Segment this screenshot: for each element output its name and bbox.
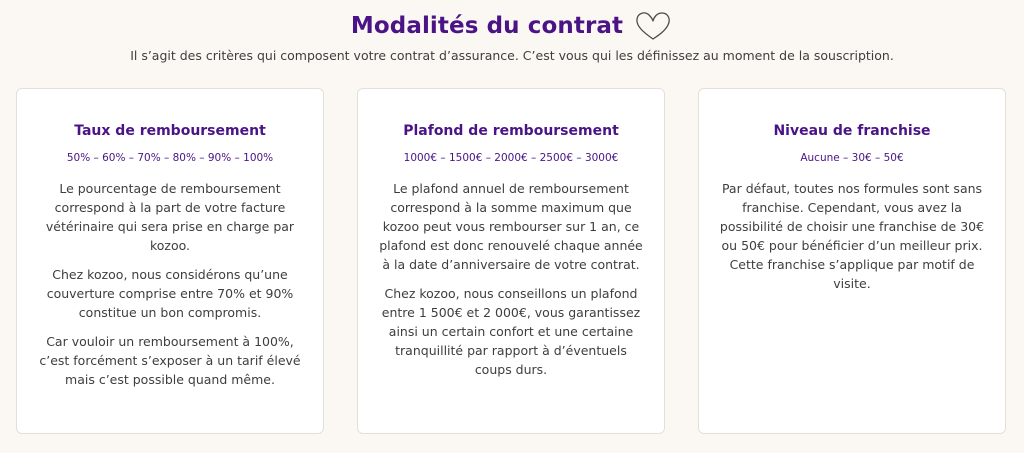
title-row bbox=[0, 6, 1024, 46]
card-title: Taux de remboursement bbox=[74, 123, 266, 139]
card-options: 1000€ – 1500€ – 2000€ – 2500€ – 3000€ bbox=[403, 152, 619, 164]
card-plafond-remboursement bbox=[357, 88, 665, 434]
card-paragraph: Le plafond annuel de remboursement correspond à la somme maximum que kozoo peut vous rembourser sur 1 an, ce plafond est donc renouvelé chaque année à la date d’anniversaire de votre contrat. bbox=[379, 181, 643, 272]
section-header bbox=[0, 6, 1024, 64]
card-paragraph: Par défaut, toutes nos formules sont sans franchise. Cependant, vous avez la possibilité de choisir une franchise de 30€ ou 50€ pour bénéficier d’un meilleur prix. Cette franchise s’applique par motif de visite. bbox=[719, 181, 985, 291]
card-title: Niveau de franchise bbox=[773, 123, 931, 139]
heart-icon bbox=[633, 10, 673, 42]
page-title: Modalités du contrat bbox=[350, 13, 624, 39]
cards-container bbox=[0, 88, 1024, 436]
card-taux-remboursement bbox=[16, 88, 324, 434]
card-paragraph: Chez kozoo, nous conseillons un plafond entre 1 500€ et 2 000€, vous garantissez ainsi un certain confort et une certaine tranquillité par rapport à d’éventuels coups durs. bbox=[381, 286, 641, 377]
section-subtitle: Il s’agit des critères qui composent votre contrat d’assurance. C’est vous qui les définissez au moment de la souscription. bbox=[130, 48, 894, 63]
card-title: Plafond de remboursement bbox=[403, 123, 619, 139]
card-niveau-franchise bbox=[698, 88, 1006, 434]
card-options: 50% – 60% – 70% – 80% – 90% – 100% bbox=[66, 152, 274, 164]
card-paragraph: Chez kozoo, nous considérons qu’une couverture comprise entre 70% et 90% constitue un bon compromis. bbox=[46, 267, 294, 320]
card-paragraph: Car vouloir un remboursement à 100%, c’est forcément s’exposer à un tarif élevé mais c’est possible quand même. bbox=[39, 334, 301, 387]
card-paragraph: Le pourcentage de remboursement correspond à la part de votre facture vétérinaire qui sera prise en charge par kozoo. bbox=[45, 181, 295, 253]
card-options: Aucune – 30€ – 50€ bbox=[800, 152, 904, 164]
